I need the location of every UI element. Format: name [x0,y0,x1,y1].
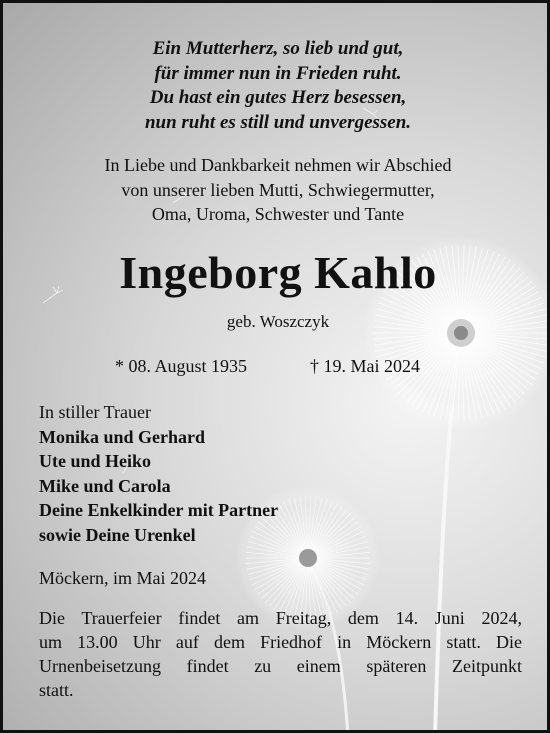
mourner-name: Deine Enkelkinder mit Partner [39,500,279,520]
farewell-intro [3,153,550,227]
mourners-block [39,400,278,547]
funeral-line: Urnenbeisetzung findet zu einem späteren Zeitpunkt [39,656,522,676]
mourner-name: Mike und Carola [39,475,171,496]
place-and-date: Möckern, im Mai 2024 [39,568,206,588]
funeral-line: statt. [39,680,74,700]
intro-line: Oma, Uroma, Schwester und Tante [151,204,405,224]
poem-line: Du hast ein gutes Herz besessen, [149,87,407,108]
birth-name: geb. Woszczyk [226,312,330,331]
intro-line: von unserer lieben Mutti, Schwiegermutter, [121,179,435,200]
mourner-name: Ute und Heiko [39,451,152,471]
mourner-name: sowie Deine Urenkel [39,524,196,545]
obituary-text [3,3,550,733]
death-date: † 19. Mai 2024 [310,356,420,376]
poem [3,37,550,135]
mourners-heading: In stiller Trauer [39,402,151,422]
poem-line: Ein Mutterherz, so lieb und gut, [152,38,404,59]
poem-line: für immer nun in Frieden ruht. [154,62,402,84]
deceased-name: Ingeborg Kahlo [119,247,437,298]
birth-date: * 08. August 1935 [115,356,248,376]
poem-line: nun ruht es still und unvergessen. [144,111,412,133]
mourner-name: Monika und Gerhard [39,426,206,447]
funeral-line: um 13.00 Uhr auf dem Friedhof in Möckern statt. Die [39,632,522,652]
funeral-notice [39,606,522,702]
intro-line: In Liebe und Dankbarkeit nehmen wir Abschied [104,155,452,175]
funeral-line: Die Trauerfeier findet am Freitag, dem 14. Juni 2024, [39,608,522,628]
